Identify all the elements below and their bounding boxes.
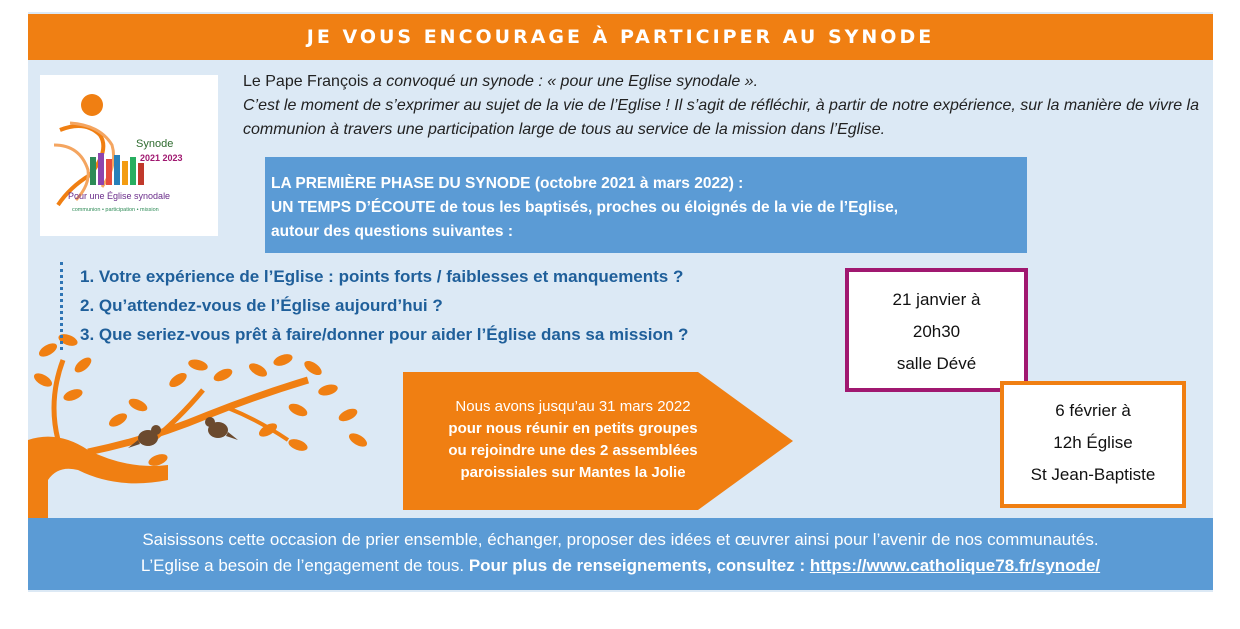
intro-line-2: C’est le moment de s’exprimer au sujet de la vie de l’Eglise ! Il s’agit de réfléchir, à partir de notre expérience, sur la manière de vivre la communion à travers une participation large de tous au service de la mission dans l’Eglise. <box>243 97 1200 138</box>
svg-text:communion • participation • mi: communion • participation • mission <box>72 207 159 213</box>
event1-place: salle Dévé <box>896 354 977 373</box>
footer-banner <box>28 518 1213 590</box>
footer-line-1: Saisissons cette occasion de prier ensemble, échanger, proposer des idées et œuvrer ainsi pour l’avenir de nos communautés. <box>142 530 1099 549</box>
questions-list <box>80 262 820 349</box>
arrow-line-4: paroissiales sur Mantes la Jolie <box>460 464 686 481</box>
event-box-february <box>1000 381 1186 508</box>
arrow-callout-text <box>408 396 738 484</box>
tree-with-birds-illustration <box>28 320 398 520</box>
questions-dotted-bar <box>60 262 63 350</box>
synod-logo-graphic <box>40 75 218 236</box>
arrow-line-2: pour nous réunir en petits groupes <box>448 420 698 437</box>
event2-date: 6 février à <box>1055 401 1131 420</box>
svg-text:Pour une Église synodale: Pour une Église synodale <box>68 191 171 201</box>
phase-line-3: autour des questions suivantes : <box>271 223 514 240</box>
phase-line-1: LA PREMIÈRE PHASE DU SYNODE (octobre 2021 à mars 2022) : <box>271 175 744 192</box>
event1-date: 21 janvier à <box>892 290 981 309</box>
event-box-january <box>845 268 1028 392</box>
svg-text:Synode: Synode <box>136 138 174 150</box>
first-phase-box <box>265 157 1027 253</box>
svg-text:2021 2023: 2021 2023 <box>140 153 183 163</box>
question-item: 1. Votre expérience de l’Eglise : points forts / faiblesses et manquements ? <box>80 267 684 286</box>
intro-text <box>243 70 1203 142</box>
intro-line-1: Le Pape François a convoqué un synode : « pour une Eglise synodale ». <box>243 73 759 90</box>
bird-icon <box>205 417 238 440</box>
event2-time: 12h Église <box>1053 433 1133 452</box>
sun-icon <box>81 94 103 116</box>
question-item: 3. Que seriez-vous prêt à faire/donner pour aider l’Église dans sa mission ? <box>80 325 689 344</box>
page-title: JE VOUS ENCOURAGE À PARTICIPER AU SYNODE <box>28 14 1213 60</box>
event1-time: 20h30 <box>912 322 961 341</box>
event2-place: St Jean-Baptiste <box>1030 465 1156 484</box>
arrow-line-3: ou rejoindre une des 2 assemblées <box>448 442 698 459</box>
footer-line-2: L’Eglise a besoin de l’engagement de tous. Pour plus de renseignements, consultez : https://www.catholique78.fr/synode/ <box>140 556 1101 575</box>
arrow-line-1: Nous avons jusqu’au 31 mars 2022 <box>455 398 691 415</box>
website-link[interactable]: https://www.catholique78.fr/synode/ <box>809 556 1101 575</box>
bird-icon <box>128 425 161 448</box>
question-item: 2. Qu’attendez-vous de l’Église aujourd’hui ? <box>80 296 443 315</box>
synod-logo <box>40 75 218 236</box>
phase-line-2: UN TEMPS D’ÉCOUTE de tous les baptisés, proches ou éloignés de la vie de l’Eglise, <box>271 199 899 216</box>
